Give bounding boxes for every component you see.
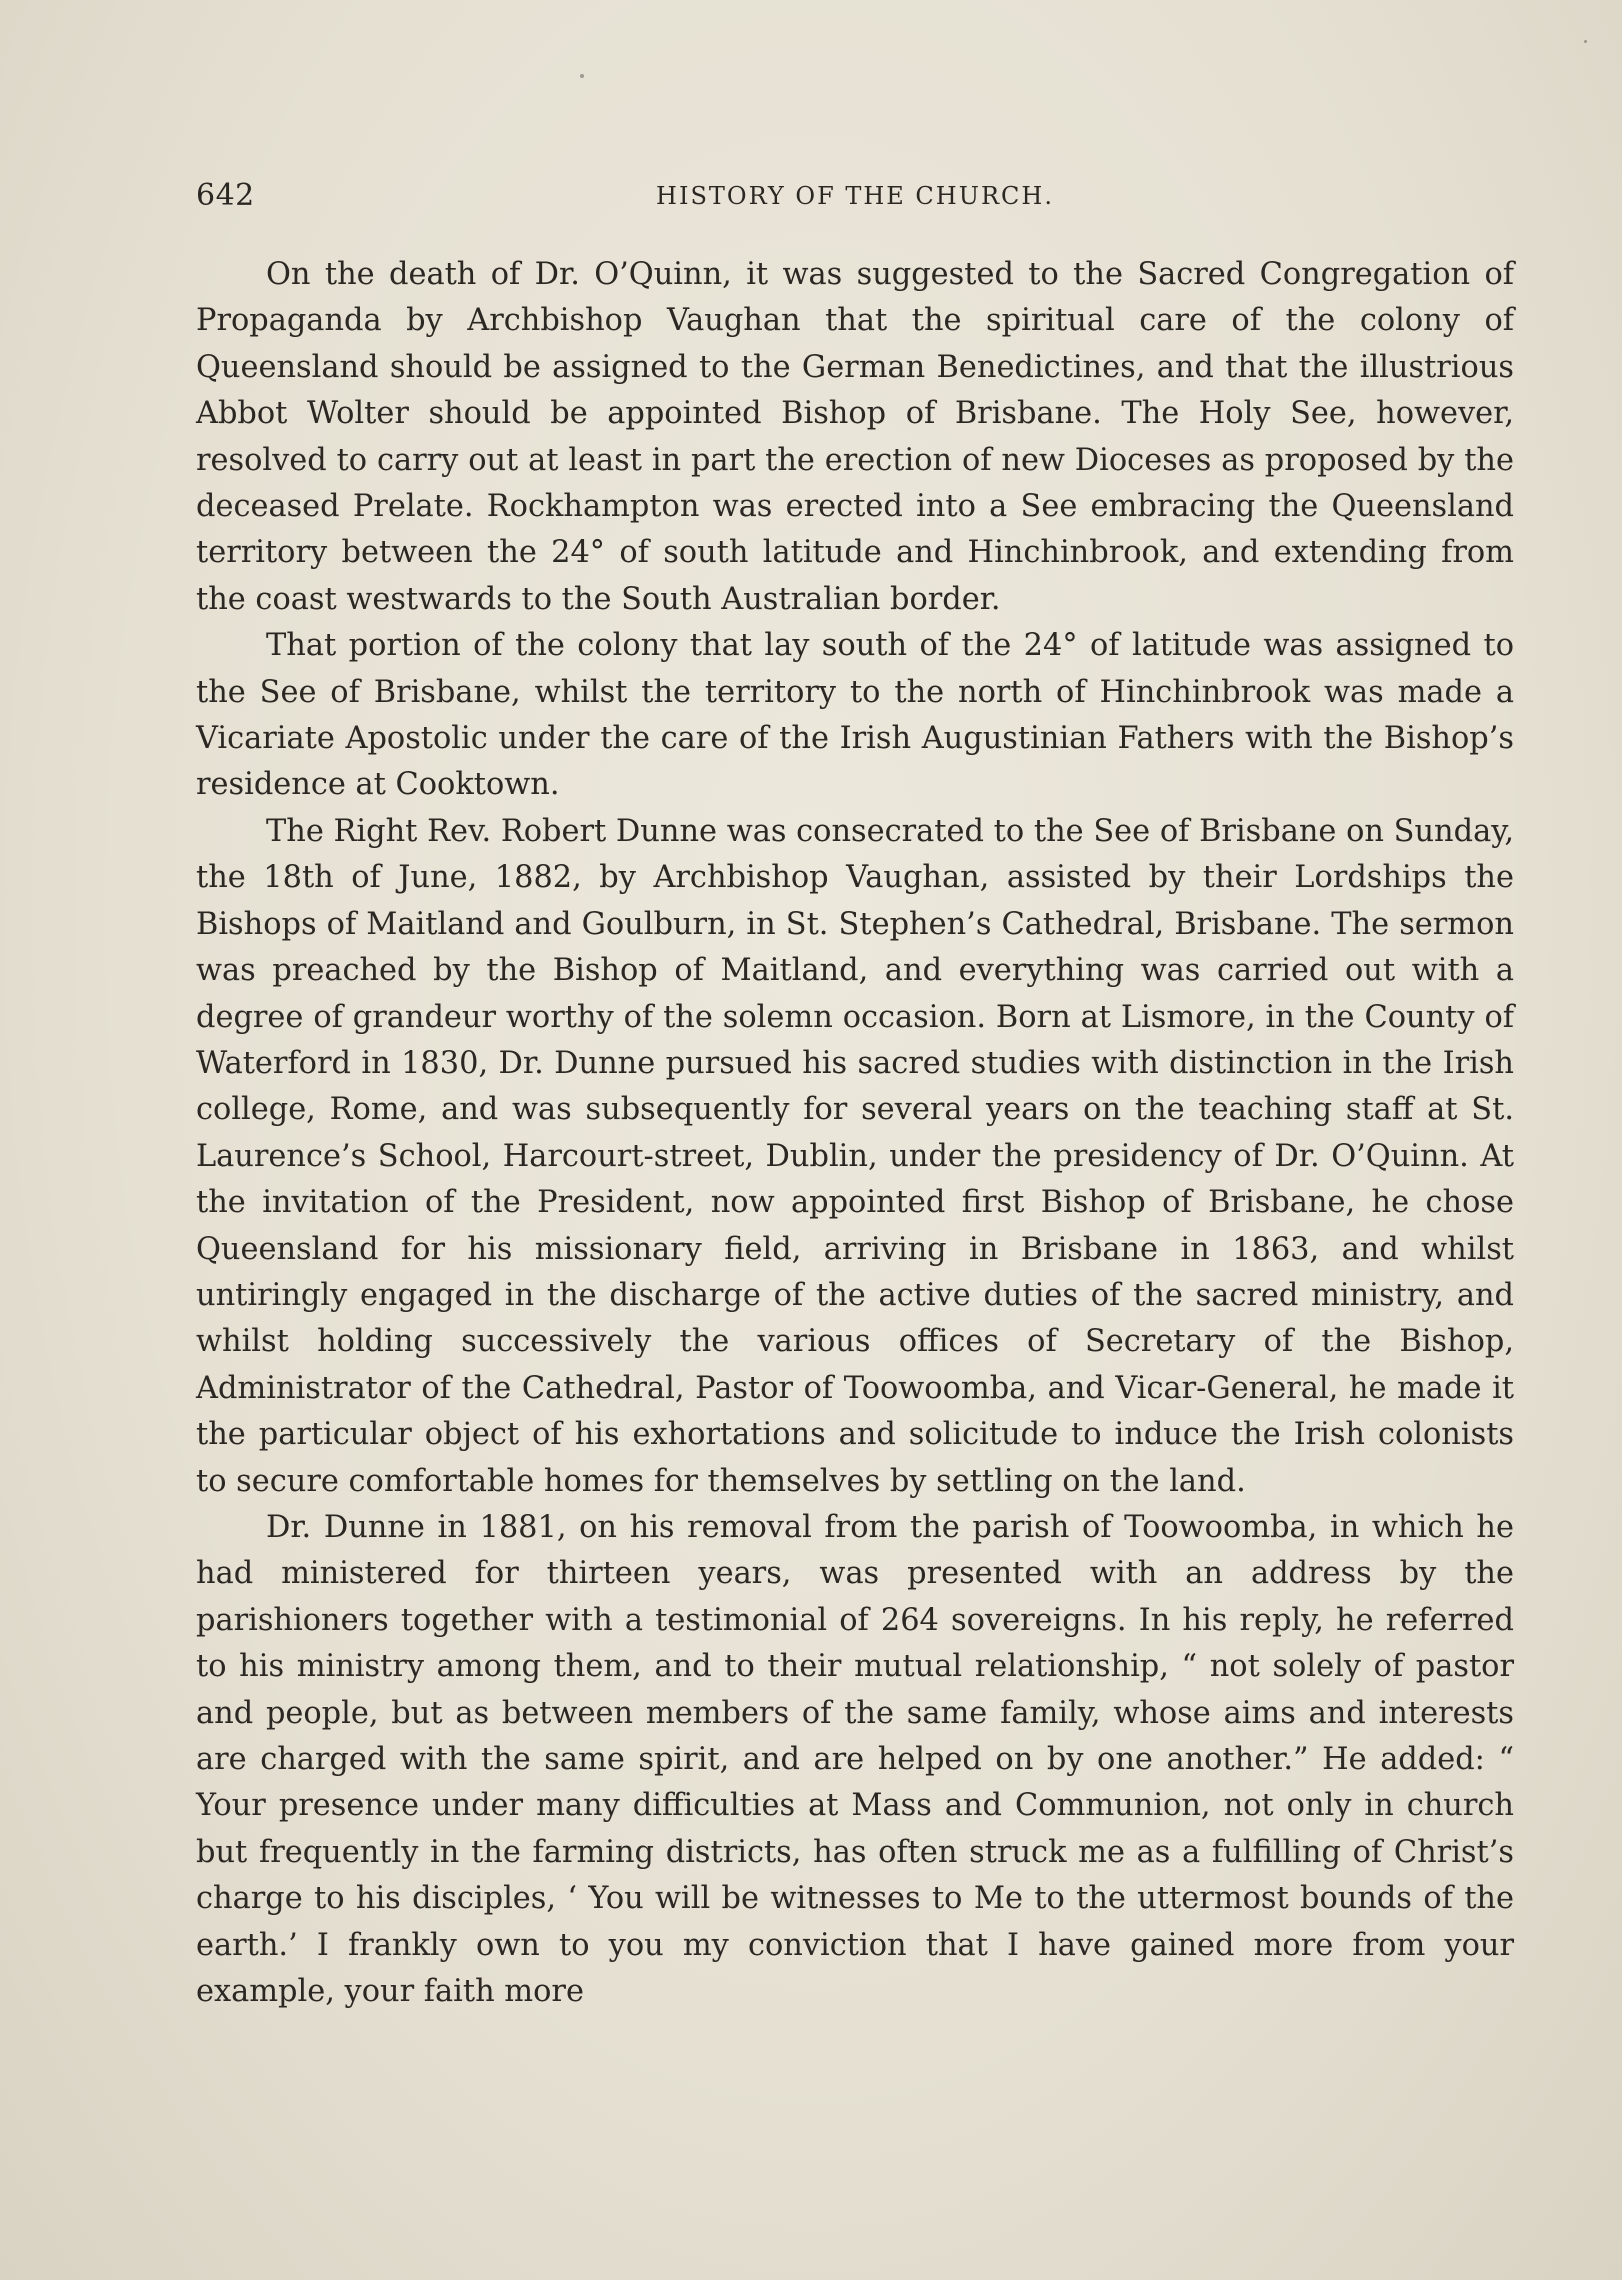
- paragraph: The Right Rev. Robert Dunne was consecrated to the See of Brisbane on Sunday, the 18th of June, 1882, by Archbishop Vaughan, assisted by their Lordships the Bishops of Maitland and Goulburn, in St. Stephen’s Cathedral, Brisbane. The sermon was preached by the Bishop of Maitland, and everything was carried out with a degree of grandeur worthy of the solemn occasion. Born at Lismore, in the County of Waterford in 1830, Dr. Dunne pursued his sacred studies with distinction in the Irish college, Rome, and was subsequently for several years on the teaching staff at St. Laurence’s School, Harcourt-street, Dublin, under the presidency of Dr. O’Quinn. At the invitation of the President, now appointed first Bishop of Brisbane, he chose Queensland for his missionary field, arriving in Brisbane in 1863, and whilst untiringly engaged in the discharge of the active duties of the sacred ministry, and whilst holding successively the various offices of Secretary of the Bishop, Administrator of the Cathedral, Pastor of Toowoomba, and Vicar-General, he made it the particular object of his exhortations and solicitude to induce the Irish colonists to secure comfortable homes for themselves by settling on the land.: [196, 813, 1514, 1499]
- running-title: HISTORY OF THE CHURCH.: [656, 182, 1054, 210]
- paragraph: On the death of Dr. O’Quinn, it was suggested to the Sacred Congregation of Propaganda by Archbishop Vaughan that the spiritual care of the colony of Queensland should be assigned to the German Benedictines, and that the illustrious Abbot Wolter should be appointed Bishop of Brisbane. The Holy See, however, resolved to carry out at least in part the erection of new Dioceses as proposed by the deceased Prelate. Rockhampton was erected into a See embracing the Queensland territory between the 24° of south latitude and Hinchinbrook, and extending from the coast westwards to the South Australian border.: [196, 257, 1514, 617]
- page-header: [196, 178, 1514, 224]
- paragraph: That portion of the colony that lay south of the 24° of latitude was assigned to the See of Brisbane, whilst the territory to the north of Hinchinbrook was made a Vicariate Apostolic under the care of the Irish Augustinian Fathers with the Bishop’s residence at Cooktown.: [196, 628, 1514, 803]
- paragraph: Dr. Dunne in 1881, on his removal from the parish of Toowoomba, in which he had ministered for thirteen years, was presented with an address by the parishioners together with a testimonial of 264 sovereigns. In his reply, he referred to his ministry among them, and to their mutual relationship, “ not solely of pastor and people, but as between members of the same family, whose aims and interests are charged with the same spirit, and are helped on by one another.” He added: “ Your presence under many difficulties at Mass and Communion, not only in church but frequently in the farming districts, has often struck me as a fulfilling of Christ’s charge to his disciples, ‘ You will be witnesses to Me to the uttermost bounds of the earth.’ I frankly own to you my conviction that I have gained more from your example, your faith more: [196, 1509, 1514, 2010]
- ink-speck: [1584, 40, 1587, 43]
- body-text: [196, 252, 1514, 2015]
- ink-speck: [580, 74, 584, 78]
- page-number: 642: [196, 178, 255, 213]
